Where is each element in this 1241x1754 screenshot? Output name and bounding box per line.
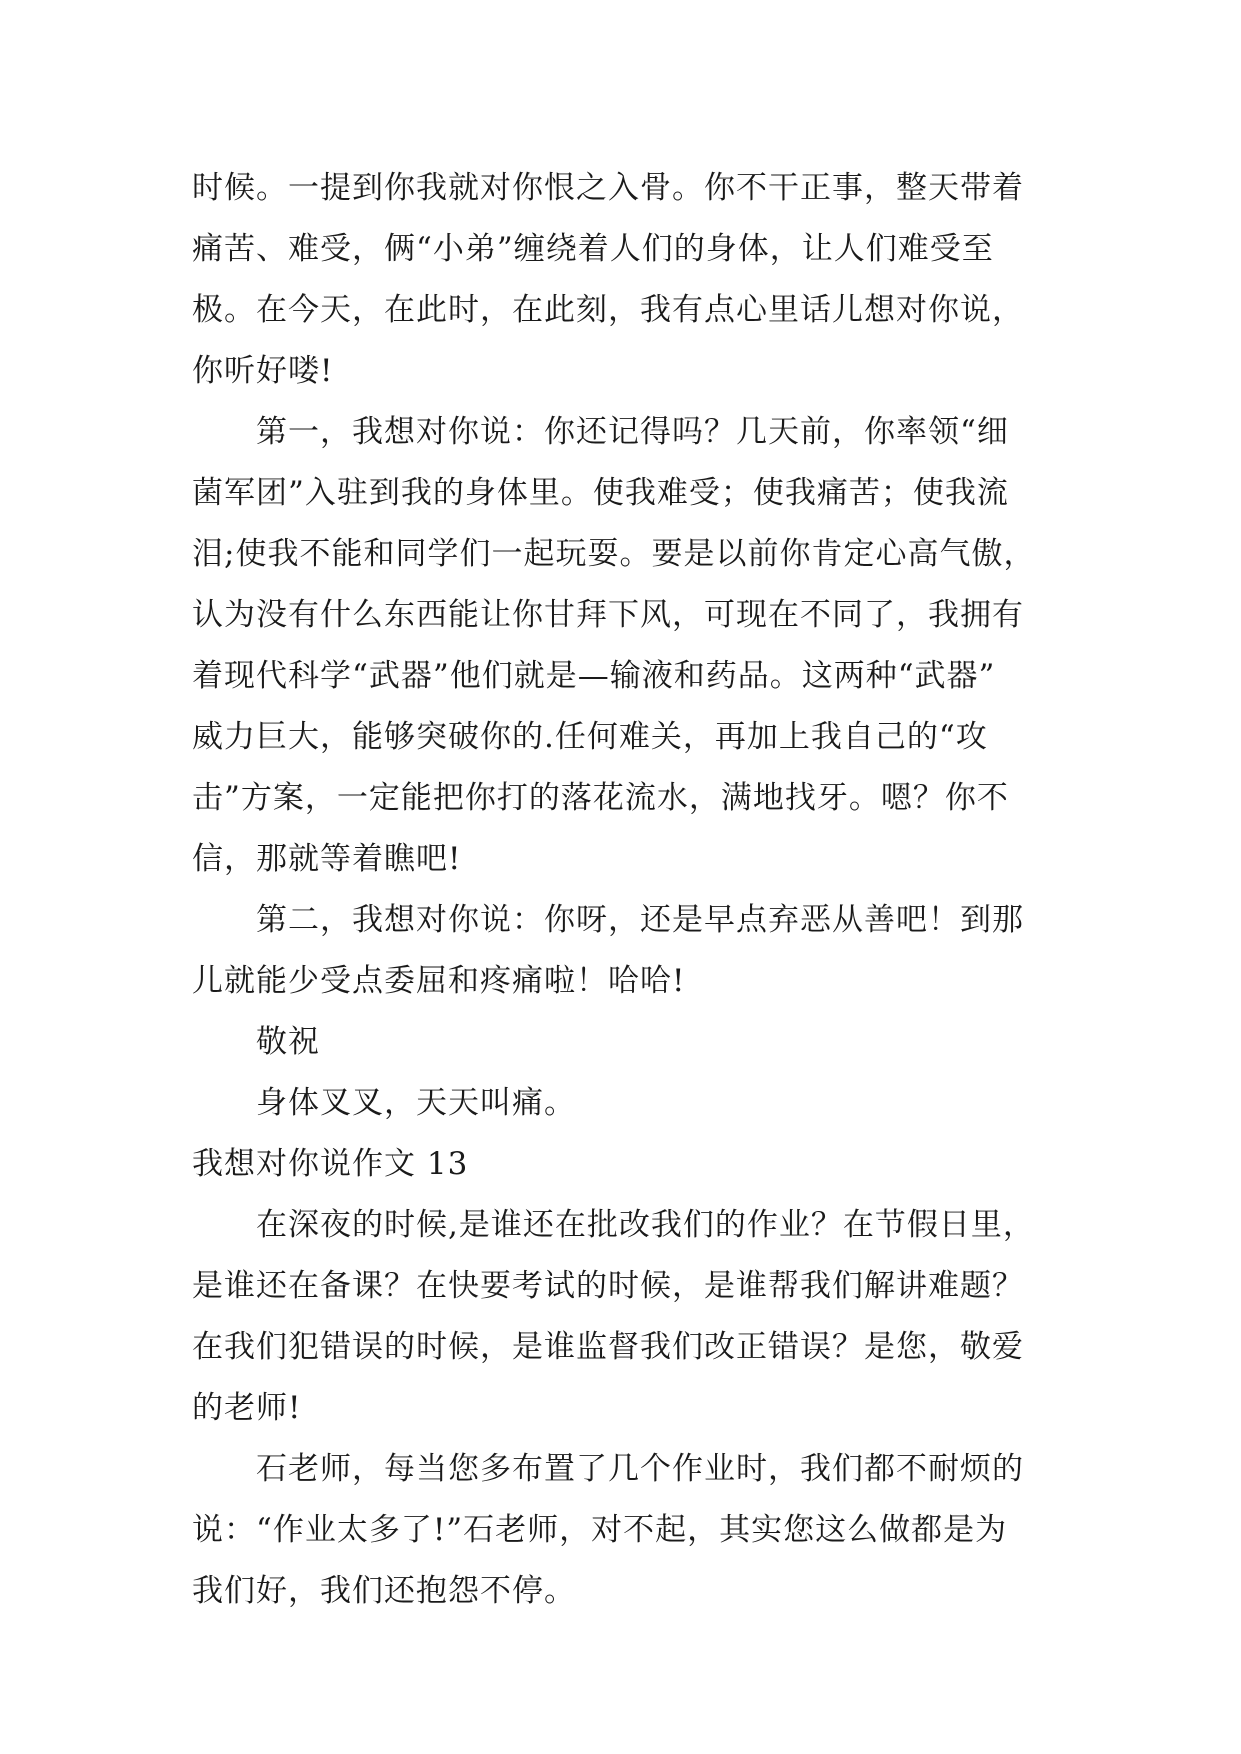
- text-line: 是谁还在备课？在快要考试的时候，是谁帮我们解讲难题？: [192, 1268, 1024, 1304]
- paragraph-first-line: 身体叉叉，天天叫痛。: [256, 1085, 576, 1121]
- text-line: 说：“作业太多了!”石老师，对不起，其实您这么做都是为: [192, 1512, 1008, 1548]
- text-line: 时候。一提到你我就对你恨之入骨。你不干正事，整天带着: [192, 170, 1024, 206]
- text-line: 儿就能少受点委屈和疼痛啦！哈哈!: [192, 963, 686, 999]
- text-line: 我想对你说作文 13: [192, 1146, 469, 1182]
- text-line: 威力巨大，能够突破你的.任何难关，再加上我自己的“攻: [192, 719, 988, 755]
- text-line: 着现代科学“武器”他们就是—输液和药品。这两种“武器”: [192, 658, 996, 694]
- text-line: 信，那就等着瞧吧!: [192, 841, 462, 877]
- document-body: [192, 158, 1092, 1622]
- paragraph-first-line: 在深夜的时候,是谁还在批改我们的作业？在节假日里，: [256, 1207, 1035, 1243]
- text-line: 你听好喽!: [192, 353, 334, 389]
- text-line: 击”方案，一定能把你打的落花流水，满地找牙。嗯？你不: [192, 780, 1009, 816]
- paragraph-first-line: 石老师，每当您多布置了几个作业时，我们都不耐烦的: [256, 1451, 1024, 1487]
- text-line: 的老师!: [192, 1390, 302, 1426]
- paragraph-first-line: 第一，我想对你说：你还记得吗？几天前，你率领“细: [256, 414, 1009, 450]
- text-line: 泪;使我不能和同学们一起玩耍。要是以前你肯定心高气傲，: [192, 536, 1036, 572]
- text-line: 痛苦、难受，俩“小弟”缠绕着人们的身体，让人们难受至: [192, 231, 994, 267]
- text-line: 极。在今天，在此时，在此刻，我有点心里话儿想对你说，: [192, 292, 1024, 328]
- paragraph-first-line: 敬祝: [256, 1024, 320, 1060]
- paragraph-first-line: 第二，我想对你说：你呀，还是早点弃恶从善吧！到那: [256, 902, 1024, 938]
- text-line: 在我们犯错误的时候，是谁监督我们改正错误？是您，敬爱: [192, 1329, 1024, 1365]
- text-line: 认为没有什么东西能让你甘拜下风，可现在不同了，我拥有: [192, 597, 1024, 633]
- text-line: 我们好，我们还抱怨不停。: [192, 1573, 576, 1609]
- text-line: 菌军团”入驻到我的身体里。使我难受；使我痛苦；使我流: [192, 475, 1009, 511]
